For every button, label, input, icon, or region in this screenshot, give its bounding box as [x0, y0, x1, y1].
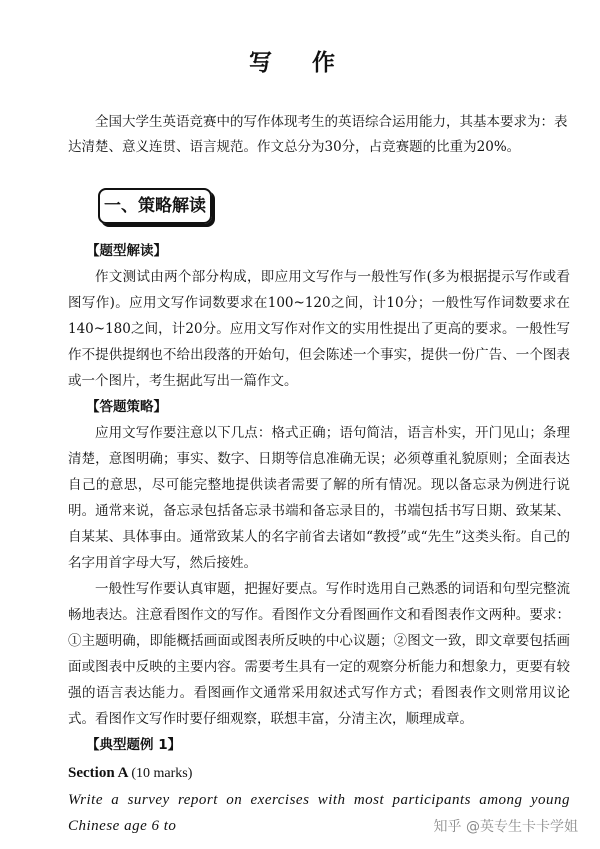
subheading-question-type: 【题型解读】 [86, 243, 167, 259]
section-heading: 一、策略解读 [98, 188, 212, 224]
intro-block [68, 110, 568, 160]
body-text [68, 238, 570, 839]
paragraph-general-writing: 一般性写作要认真审题，把握好要点。写作时选用自己熟悉的词语和句型完整流畅地表达。注意看图作文的写作。看图作文分看图画作文和看图表作文两种。要求：①主题明确，即能概括画面或图表所反映的中心议题；②图文一致，即文章要包括画面或图表中反映的主要内容。需要考生具有一定的观察分析能力和想象力，更要有较强的语言表达能力。看图画作文通常采用叙述式写作方式；看图表作文则常用议论式。看图作文写作时要仔细观察，联想丰富，分清主次，顺理成章。 [68, 581, 570, 727]
paragraph-practical-writing: 应用文写作要注意以下几点：格式正确；语句简洁，语言朴实，开门见山；条理清楚，意图明确；事实、数字、日期等信息准确无误；必须尊重礼貌原则；全面表达自己的意思，尽可能完整地提供读者需要了解的所有情况。现以备忘录为例进行说明。通常来说，备忘录包括备忘录书端和备忘录目的，书端包括书写日期、致某某、自某某、具体事由。通常致某人的名字前省去诸如“教授”或“先生”这类头衔。自己的名字用首字母大写，然后接姓。 [68, 425, 570, 571]
subheading-strategy: 【答题策略】 [86, 399, 167, 415]
section-a-label: Section A [68, 765, 128, 781]
watermark: 知乎 @英专生卡卡学姐 [430, 815, 582, 837]
subheading-example: 【典型题例 1】 [86, 737, 182, 753]
section-a-heading [68, 760, 570, 787]
section-a-marks: (10 marks) [131, 766, 193, 781]
writing-prompt: Write a survey report on exercises with most participants among young Chinese age 6 to [68, 792, 570, 834]
paragraph-question-type: 作文测试由两个部分构成，即应用文写作与一般性写作(多为根据提示写作或看图写作)。应用文写作词数要求在100~120之间，计10分；一般性写作词数要求在140~180之间，计20分。应用文写作对作文的实用性提出了更高的要求。一般性写作不提供提纲也不给出段落的开始句，但会陈述一个事实，提供一份广告、一个图表或一个图片，考生据此写出一篇作文。 [68, 269, 570, 389]
intro-paragraph: 全国大学生英语竞赛中的写作体现考生的英语综合运用能力，其基本要求为：表达清楚、意义连贯、语言规范。作文总分为30分，占竞赛题的比重为20%。 [68, 114, 568, 155]
page-title: 写 作 [248, 50, 351, 76]
